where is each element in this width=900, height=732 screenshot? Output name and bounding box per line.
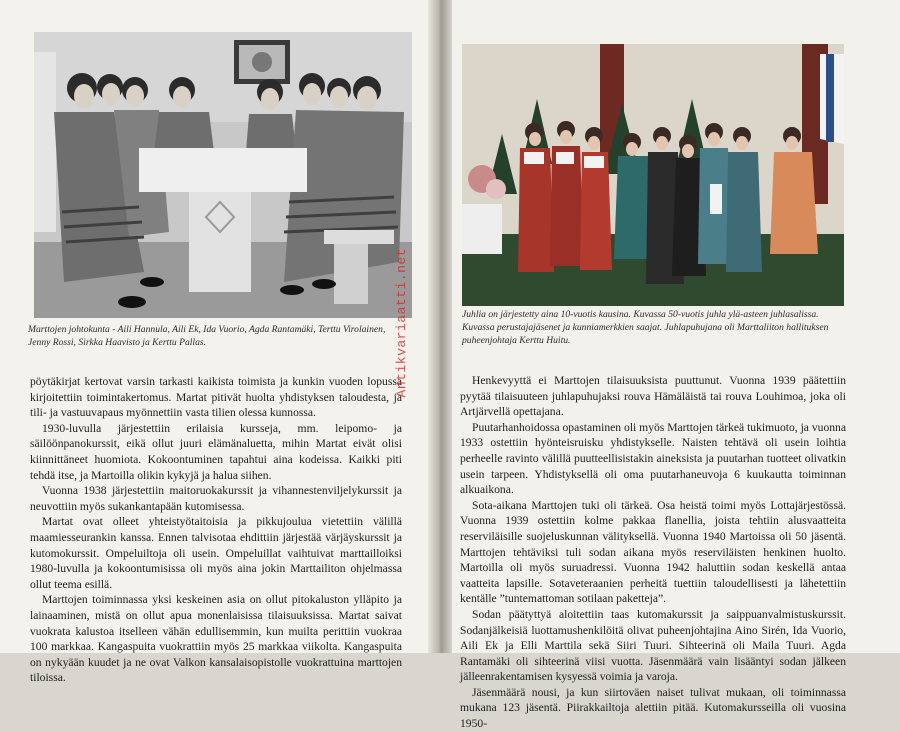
celebration-photo-icon <box>462 44 844 306</box>
right-paragraph: Henkevyyttä ei Marttojen tilaisuuksista puuttunut. Vuonna 1939 päätettiin pyytää tilaisuuteen juhlapuhujaksi rouva Hämäläistä tai rouva Louhimoa, joka oli Artjärvellä opettajana. <box>460 374 846 419</box>
group-photo-icon <box>34 32 412 318</box>
right-paragraph: Sodan päätyttyä aloitettiin taas kutomakurssit ja saippuanvalmistuskurssit. Sodanjälkeisiä luottamushenkilöitä olivat puheenjohtajina Aino Sirén, Ida Vuorio, Aili Ek ja Elli Marttila sekä Siiri Tuuri. Sihteerinä oli Maila Tuuri. Agda Rantamäki oli sihteerinä viisi vuotta. Jäsenmäärä vain lisääntyi sodan jälkeen jälleenrakentamisen kysyessä voimia ja varoja. <box>460 607 846 684</box>
right-paragraph: Sota-aikana Marttojen tuki oli tärkeä. Osa heistä toimi myös Lottajärjestössä. Vuonna 1939 ostettiin kolme pakkaa flanellia, joista tehtiin alusvaatteita reserviläisille suojeluskunnan välityksellä. Vuonna 1940 Martoissa oli 50 jäsentä. Marttojen tehtäviksi tuli sodan aikana myös reserviläisten henkinen huolto. Martoilla oli myös suruadressi. Vuonna 1942 haluttiin sodan keskellä antaa vaatteita lapsille. Sotaveteraanien perheitä tuettiin taloudellisesti ja lähetettiin kentälle ”tuntemattoman sotilaan paketteja”. <box>460 498 846 606</box>
celebration-group-photo <box>462 44 844 306</box>
right-photo-caption: Juhlia on järjestetty aina 10-vuotis kausina. Kuvassa 50-vuotis juhla ylä-asteen juhlasalissa. Kuvassa perustajajäsenet ja kunniamerkkien saajat. Juhlapuhujana oli Marttaliiton hallituksen puheenjohtaja Kerttu Huitu. <box>462 309 829 346</box>
left-paragraph: Martat ovat olleet yhteistyötaitoisia ja pikkujoulua vietettiin välillä maamiesseurankin kanssa. Ennen talvisotaa ehdittiin järjestää värjäyskurssit ja kutomokurssit. Ompeluiltoja oli usein. Ompeluillat vaihtuivat marttailloiksi 1980-luvulla ja kokoontumisissa oli myös aina jokin Marttailiton ohjelmassa ollut teema esillä. <box>30 515 402 591</box>
left-body-text <box>30 374 402 686</box>
book-gutter <box>428 0 452 653</box>
left-photo-caption: Marttojen johtokunta - Aili Hannula, Aili Ek, Ida Vuorio, Agda Rantamäki, Terttu Virolainen, Jenny Rossi, Sirkka Haavisto ja Kerttu Pallas. <box>28 324 386 348</box>
right-body-text <box>460 373 846 732</box>
board-group-photo <box>34 32 412 318</box>
left-paragraph: Marttojen toiminnassa yksi keskeinen asia on ollut pitokaluston ylläpito ja lainaaminen, mistä on ollut apua monenlaisissa tilaisuuksissa. Martat saivat vuokrata kalustoa itselleen vähän edullisemmin, kun muilta perittiin vuokraa 100 markkaa. Kangaspuita vuokrattiin myös 25 markkaa viikolta. Kangaspuita on nykyään kuudet ja ne ovat Valkon kansalaisopistolle vuokrattuina marttojen tiloissa. <box>30 593 402 685</box>
left-paragraph: 1930-luvulla järjestettiin erilaisia kursseja, mm. leipomo- ja säilöönpanokurssit, eikä ollut juuri elämänaluetta, mihin Martat eivät olisi kiinnittäneet huomiota. Kokoontuminen tapahtui aina kodeissa. Kaikki piti tehdä itse, ja Martoilla olikin kykyjä ja halua siihen. <box>30 421 402 482</box>
left-paragraph: pöytäkirjat kertovat varsin tarkasti kaikista toimista ja kunkin vuoden lopussa kirjoitettiin toimintakertomus. Martat pitivät huolta yhdistyksen taloudesta, ja tili- ja vastuuvapaus myönnettiin vasta tilien olessa kunnossa. <box>30 375 402 420</box>
right-paragraph: Jäsenmäärä nousi, ja kun siirtoväen naiset tulivat mukaan, oli toiminnassa mukana 123 jäsentä. Piirakkailtoja alettiin pitää. Kutomakursseilla oli vuosina 1950- <box>460 685 846 731</box>
left-paragraph: Vuonna 1938 järjestettiin maitoruokakurssit ja vihannestenviljelykurssit ja neuvottiin myös sukankantapään kutomisessa. <box>30 484 402 513</box>
antikvariaatti-watermark: Antikvariaatti.net <box>394 248 409 398</box>
right-paragraph: Puutarhanhoidossa opastaminen oli myös Marttojen tärkeä tukimuoto, ja vuonna 1933 ostettiin hyönteisruisku yhdistykselle. Naisten tehtävä oli usein loihtia perheelle ravinto välillä puutteellisistakin aineksista ja puutarhan tuotteet olivatkin usein tarpeen. Yhdistyksellä oli oma puutarhaneuvoja 6 kuukautta toiminnan alkuaikona. <box>460 420 846 497</box>
